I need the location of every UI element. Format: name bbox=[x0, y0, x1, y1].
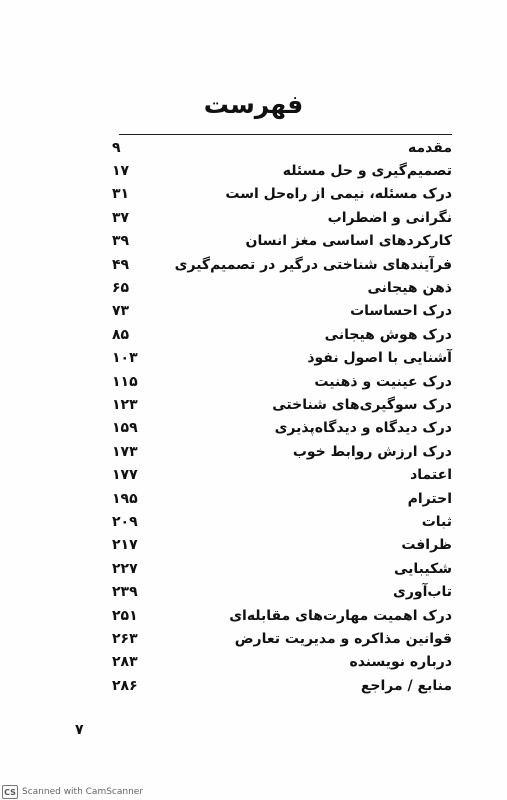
toc-entry-title: کارکردهای اساسی مغز انسان bbox=[245, 233, 452, 250]
toc-entry-title: درک دیدگاه و دیدگاه‌پذیری bbox=[274, 420, 452, 437]
toc-entry-title: ظرافت bbox=[401, 537, 452, 554]
toc-entry-page: ۴۹ bbox=[112, 256, 130, 273]
toc-entry-page: ۹ bbox=[112, 139, 121, 156]
toc-entry-page: ۷۳ bbox=[112, 303, 130, 320]
page-title: فهرست bbox=[203, 90, 304, 119]
toc-entry bbox=[112, 604, 452, 627]
table-of-contents bbox=[112, 136, 452, 697]
toc-entry-page: ۲۱۷ bbox=[112, 537, 138, 554]
toc-entry-page: ۲۳۹ bbox=[112, 584, 138, 601]
toc-entry bbox=[112, 159, 452, 182]
toc-entry bbox=[112, 627, 452, 650]
toc-entry-title: شکیبایی bbox=[393, 560, 452, 577]
toc-entry-page: ۱۱۵ bbox=[112, 373, 138, 390]
toc-entry bbox=[112, 463, 452, 486]
toc-entry-page: ۲۶۳ bbox=[112, 630, 138, 647]
toc-entry bbox=[112, 323, 452, 346]
toc-entry-title: آشنایی با اصول نفوذ bbox=[307, 350, 452, 367]
toc-entry bbox=[112, 674, 452, 697]
toc-entry bbox=[112, 580, 452, 603]
toc-entry-page: ۳۷ bbox=[112, 209, 130, 226]
toc-entry-title: درباره نویسنده bbox=[349, 654, 452, 671]
toc-entry-title: درک ارزش روابط خوب bbox=[292, 443, 452, 460]
toc-entry-page: ۶۵ bbox=[112, 280, 130, 297]
toc-entry bbox=[112, 440, 452, 463]
toc-entry bbox=[112, 651, 452, 674]
toc-entry-page: ۱۲۳ bbox=[112, 396, 138, 413]
toc-entry bbox=[112, 510, 452, 533]
toc-entry bbox=[112, 487, 452, 510]
toc-entry-page: ۲۲۷ bbox=[112, 560, 138, 577]
toc-entry-page: ۱۹۵ bbox=[112, 490, 138, 507]
toc-entry-page: ۲۰۹ bbox=[112, 513, 138, 530]
toc-entry-title: درک هوش هیجانی bbox=[324, 326, 452, 343]
toc-entry-title: تصمیم‌گیری و حل مسئله bbox=[282, 163, 452, 180]
toc-entry bbox=[112, 183, 452, 206]
toc-entry bbox=[112, 393, 452, 416]
toc-entry-title: احترام bbox=[407, 490, 452, 507]
toc-entry bbox=[112, 347, 452, 370]
toc-entry-title: فرآیندهای شناختی درگیر در تصمیم‌گیری bbox=[174, 256, 452, 273]
toc-entry-page: ۱۷۷ bbox=[112, 467, 138, 484]
toc-entry-page: ۲۵۱ bbox=[112, 607, 138, 624]
toc-entry-page: ۱۰۳ bbox=[112, 350, 138, 367]
camscanner-logo-icon: CS bbox=[2, 785, 18, 799]
toc-entry-title: نگرانی و اضطراب bbox=[327, 209, 452, 226]
toc-entry-page: ۸۵ bbox=[112, 326, 130, 343]
toc-entry bbox=[112, 557, 452, 580]
toc-entry-title: منابع / مراجع bbox=[360, 677, 452, 694]
toc-entry bbox=[112, 276, 452, 299]
scanner-watermark bbox=[0, 784, 150, 800]
toc-entry bbox=[112, 417, 452, 440]
toc-entry-page: ۱۵۹ bbox=[112, 420, 138, 437]
toc-entry-title: ثبات bbox=[421, 513, 452, 530]
toc-entry bbox=[112, 230, 452, 253]
toc-entry bbox=[112, 370, 452, 393]
toc-entry bbox=[112, 300, 452, 323]
toc-entry-title: درک عینیت و ذهنیت bbox=[314, 373, 452, 390]
scanner-text: Scanned with CamScanner bbox=[22, 787, 144, 797]
title-divider bbox=[119, 134, 452, 135]
toc-entry-title: درک مسئله، نیمی از راه‌حل است bbox=[225, 186, 452, 203]
toc-entry bbox=[112, 253, 452, 276]
toc-entry-title: اعتماد bbox=[410, 467, 452, 484]
toc-entry-page: ۲۸۶ bbox=[112, 677, 138, 694]
toc-entry-title: درک سوگیری‌های شناختی bbox=[272, 396, 452, 413]
toc-entry-page: ۳۹ bbox=[112, 233, 130, 250]
toc-entry-page: ۳۱ bbox=[112, 186, 130, 203]
toc-entry-title: ذهن هیجانی bbox=[367, 280, 452, 297]
toc-entry-title: درک اهمیت مهارت‌های مقابله‌ای bbox=[229, 607, 452, 624]
toc-entry-title: مقدمه bbox=[408, 139, 452, 156]
toc-entry bbox=[112, 206, 452, 229]
toc-entry-title: قوانین مذاکره و مدیریت تعارض bbox=[234, 630, 452, 647]
toc-entry-title: درک احساسات bbox=[350, 303, 452, 320]
toc-entry bbox=[112, 136, 452, 159]
toc-entry-page: ۱۷۳ bbox=[112, 443, 138, 460]
page-number: ۷ bbox=[75, 722, 84, 738]
toc-entry-page: ۲۸۳ bbox=[112, 654, 138, 671]
toc-entry-page: ۱۷ bbox=[112, 163, 130, 180]
toc-entry bbox=[112, 534, 452, 557]
toc-entry-title: تاب‌آوری bbox=[393, 584, 452, 601]
